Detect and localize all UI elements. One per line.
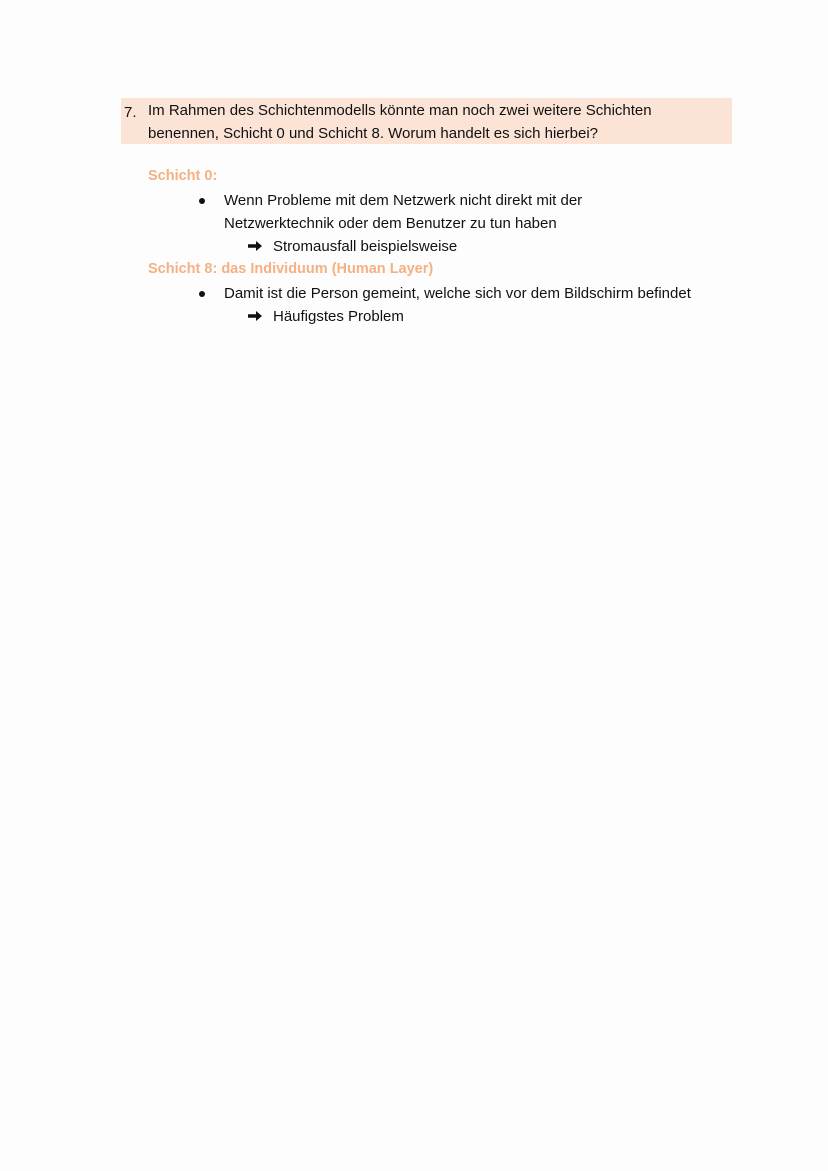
section-heading: Schicht 8: das Individuum (Human Layer) xyxy=(148,261,434,277)
question-text-line-2: benennen, Schicht 0 und Schicht 8. Worum handelt es sich hierbei? xyxy=(148,125,598,142)
arrow-text: Häufigstes Problem xyxy=(273,308,404,325)
arrow-item xyxy=(247,305,404,328)
question-text-line-1: Im Rahmen des Schichtenmodells könnte man noch zwei weitere Schichten xyxy=(148,102,652,119)
bullet-icon xyxy=(199,291,205,297)
bullet-text-line: Damit ist die Person gemeint, welche sich vor dem Bildschirm befindet xyxy=(224,285,691,302)
bullet-text-line: Netzwerktechnik oder dem Benutzer zu tun haben xyxy=(224,215,557,232)
question-number: 7. xyxy=(124,104,137,121)
arrow-item xyxy=(247,235,457,258)
bullet-icon xyxy=(199,198,205,204)
arrow-right-icon xyxy=(247,310,263,322)
bullet-text-line: Wenn Probleme mit dem Netzwerk nicht direkt mit der xyxy=(224,192,583,209)
section-heading: Schicht 0: xyxy=(148,168,218,184)
arrow-text: Stromausfall beispielsweise xyxy=(273,238,458,255)
arrow-right-icon xyxy=(247,240,263,252)
